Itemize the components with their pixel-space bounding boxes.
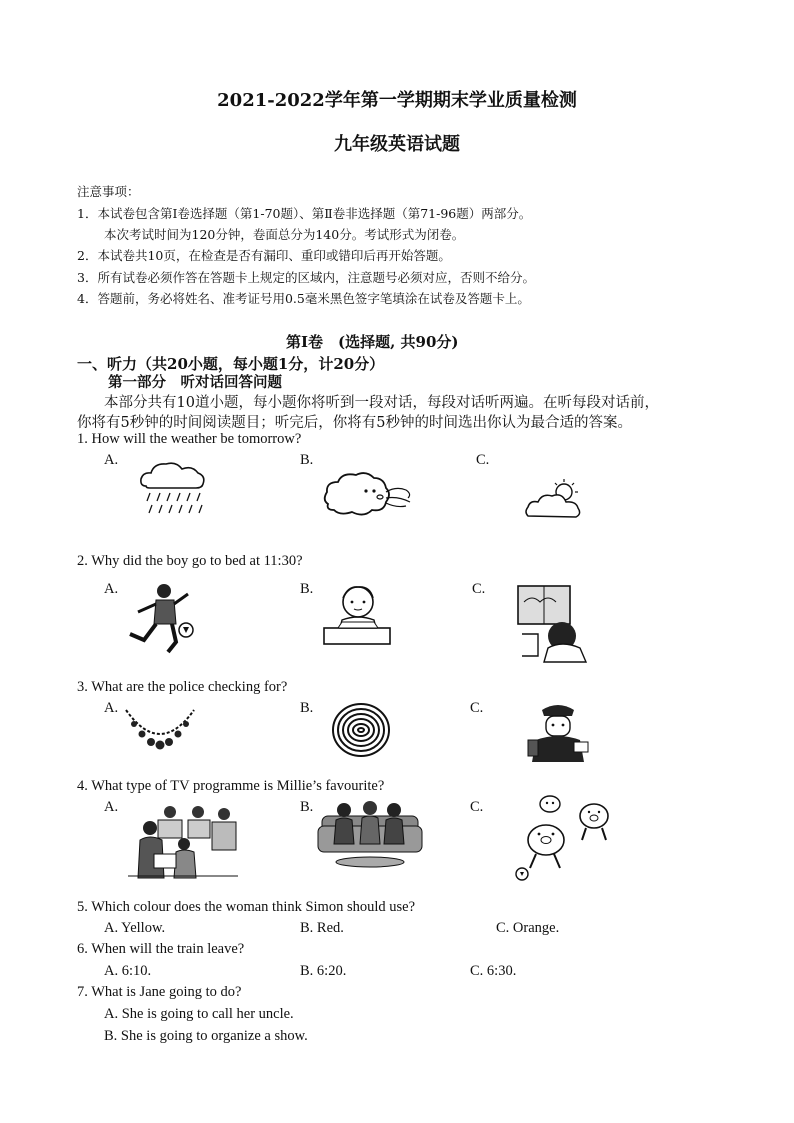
q3-option-a-label: A. (104, 700, 119, 716)
sun-cloud-icon (524, 478, 584, 520)
note-line-4: 4．答题前，务必将姓名、准考证号用0.5毫米黑色签字笔填涂在试卷及答题卡上。 (77, 291, 530, 306)
q4-option-b-label: B. (300, 799, 314, 815)
question-3: 3. What are the police checking for? (77, 679, 288, 695)
question-5: 5. Which colour does the woman think Simon should use? (77, 899, 416, 915)
question-7: 7. What is Jane going to do? (77, 984, 242, 1000)
intro-line-2: 你将有5秒钟的时间阅读题目；听完后，你将有5秒钟的时间选出你认为最合适的答案。 (77, 415, 632, 431)
boy-studying-image (318, 580, 398, 648)
q4-option-c-label: C. (470, 799, 484, 815)
intro-line-1: 本部分共有10道小题，每小题你将听到一段对话，每段对话听两遍。在听每段对话前， (104, 395, 659, 411)
police-officer-image (526, 700, 590, 762)
cartoon-pigs-image (512, 794, 618, 882)
game-show-image (128, 800, 238, 878)
q3-option-c-label: C. (470, 700, 484, 716)
q1-option-c-label: C. (476, 452, 490, 468)
q6-option-a: A. 6:10. (104, 963, 152, 979)
question-2: 2. Why did the boy go to bed at 11:30? (77, 553, 303, 569)
boy-at-window-image (514, 584, 596, 662)
q6-option-b: B. 6:20. (300, 963, 347, 979)
wind-cloud-icon (322, 470, 414, 520)
q1-option-b-label: B. (300, 452, 314, 468)
q6-option-c: C. 6:30. (470, 963, 517, 979)
q2-option-a-label: A. (104, 581, 119, 597)
fingerprint-image (330, 700, 392, 760)
q3-option-b-label: B. (300, 700, 314, 716)
exam-title: 2021-2022学年第一学期期末学业质量检测 (217, 90, 577, 111)
q2-option-c-label: C. (472, 581, 486, 597)
question-1: 1. How will the weather be tomorrow? (77, 431, 302, 447)
q2-option-b-label: B. (300, 581, 314, 597)
rain-cloud-icon (138, 460, 208, 522)
question-6: 6. When will the train leave? (77, 941, 245, 957)
soccer-player-image (124, 582, 200, 660)
necklace-image (120, 704, 200, 758)
subsection-heading: 第一部分 听对话回答问题 (108, 374, 282, 391)
note-line-1: 1．本试卷包含第Ⅰ卷选择题（第1-70题）、第Ⅱ卷非选择题（第71-96题）两部分。 (77, 206, 532, 221)
part1-heading: 第Ⅰ卷 (选择题, 共90分) (286, 333, 459, 351)
family-sofa-image (318, 800, 422, 868)
note-line-3: 3．所有试卷必须作答在答题卡上规定的区域内，注意题号必须对应，否则不给分。 (77, 270, 535, 285)
q1-option-a-label: A. (104, 452, 119, 468)
exam-subtitle: 九年级英语试题 (334, 134, 460, 155)
note-line-1b: 本次考试时间为120分钟，卷面总分为140分。考试形式为闭卷。 (104, 227, 465, 242)
q7-option-b: B. She is going to organize a show. (104, 1028, 308, 1044)
note-line-2: 2．本试卷共10页，在检查是否有漏印、重印或错印后再开始答题。 (77, 248, 451, 263)
q5-option-c: C. Orange. (496, 920, 560, 936)
q5-option-a: A. Yellow. (104, 920, 166, 936)
q5-option-b: B. Red. (300, 920, 344, 936)
q7-option-a: A. She is going to call her uncle. (104, 1006, 294, 1022)
question-4: 4. What type of TV programme is Millie’s favourite? (77, 778, 385, 794)
q4-option-a-label: A. (104, 799, 119, 815)
listening-section-heading: 一、听力（共20小题，每小题1分，计20分） (77, 355, 385, 373)
notes-heading: 注意事项： (77, 184, 140, 199)
